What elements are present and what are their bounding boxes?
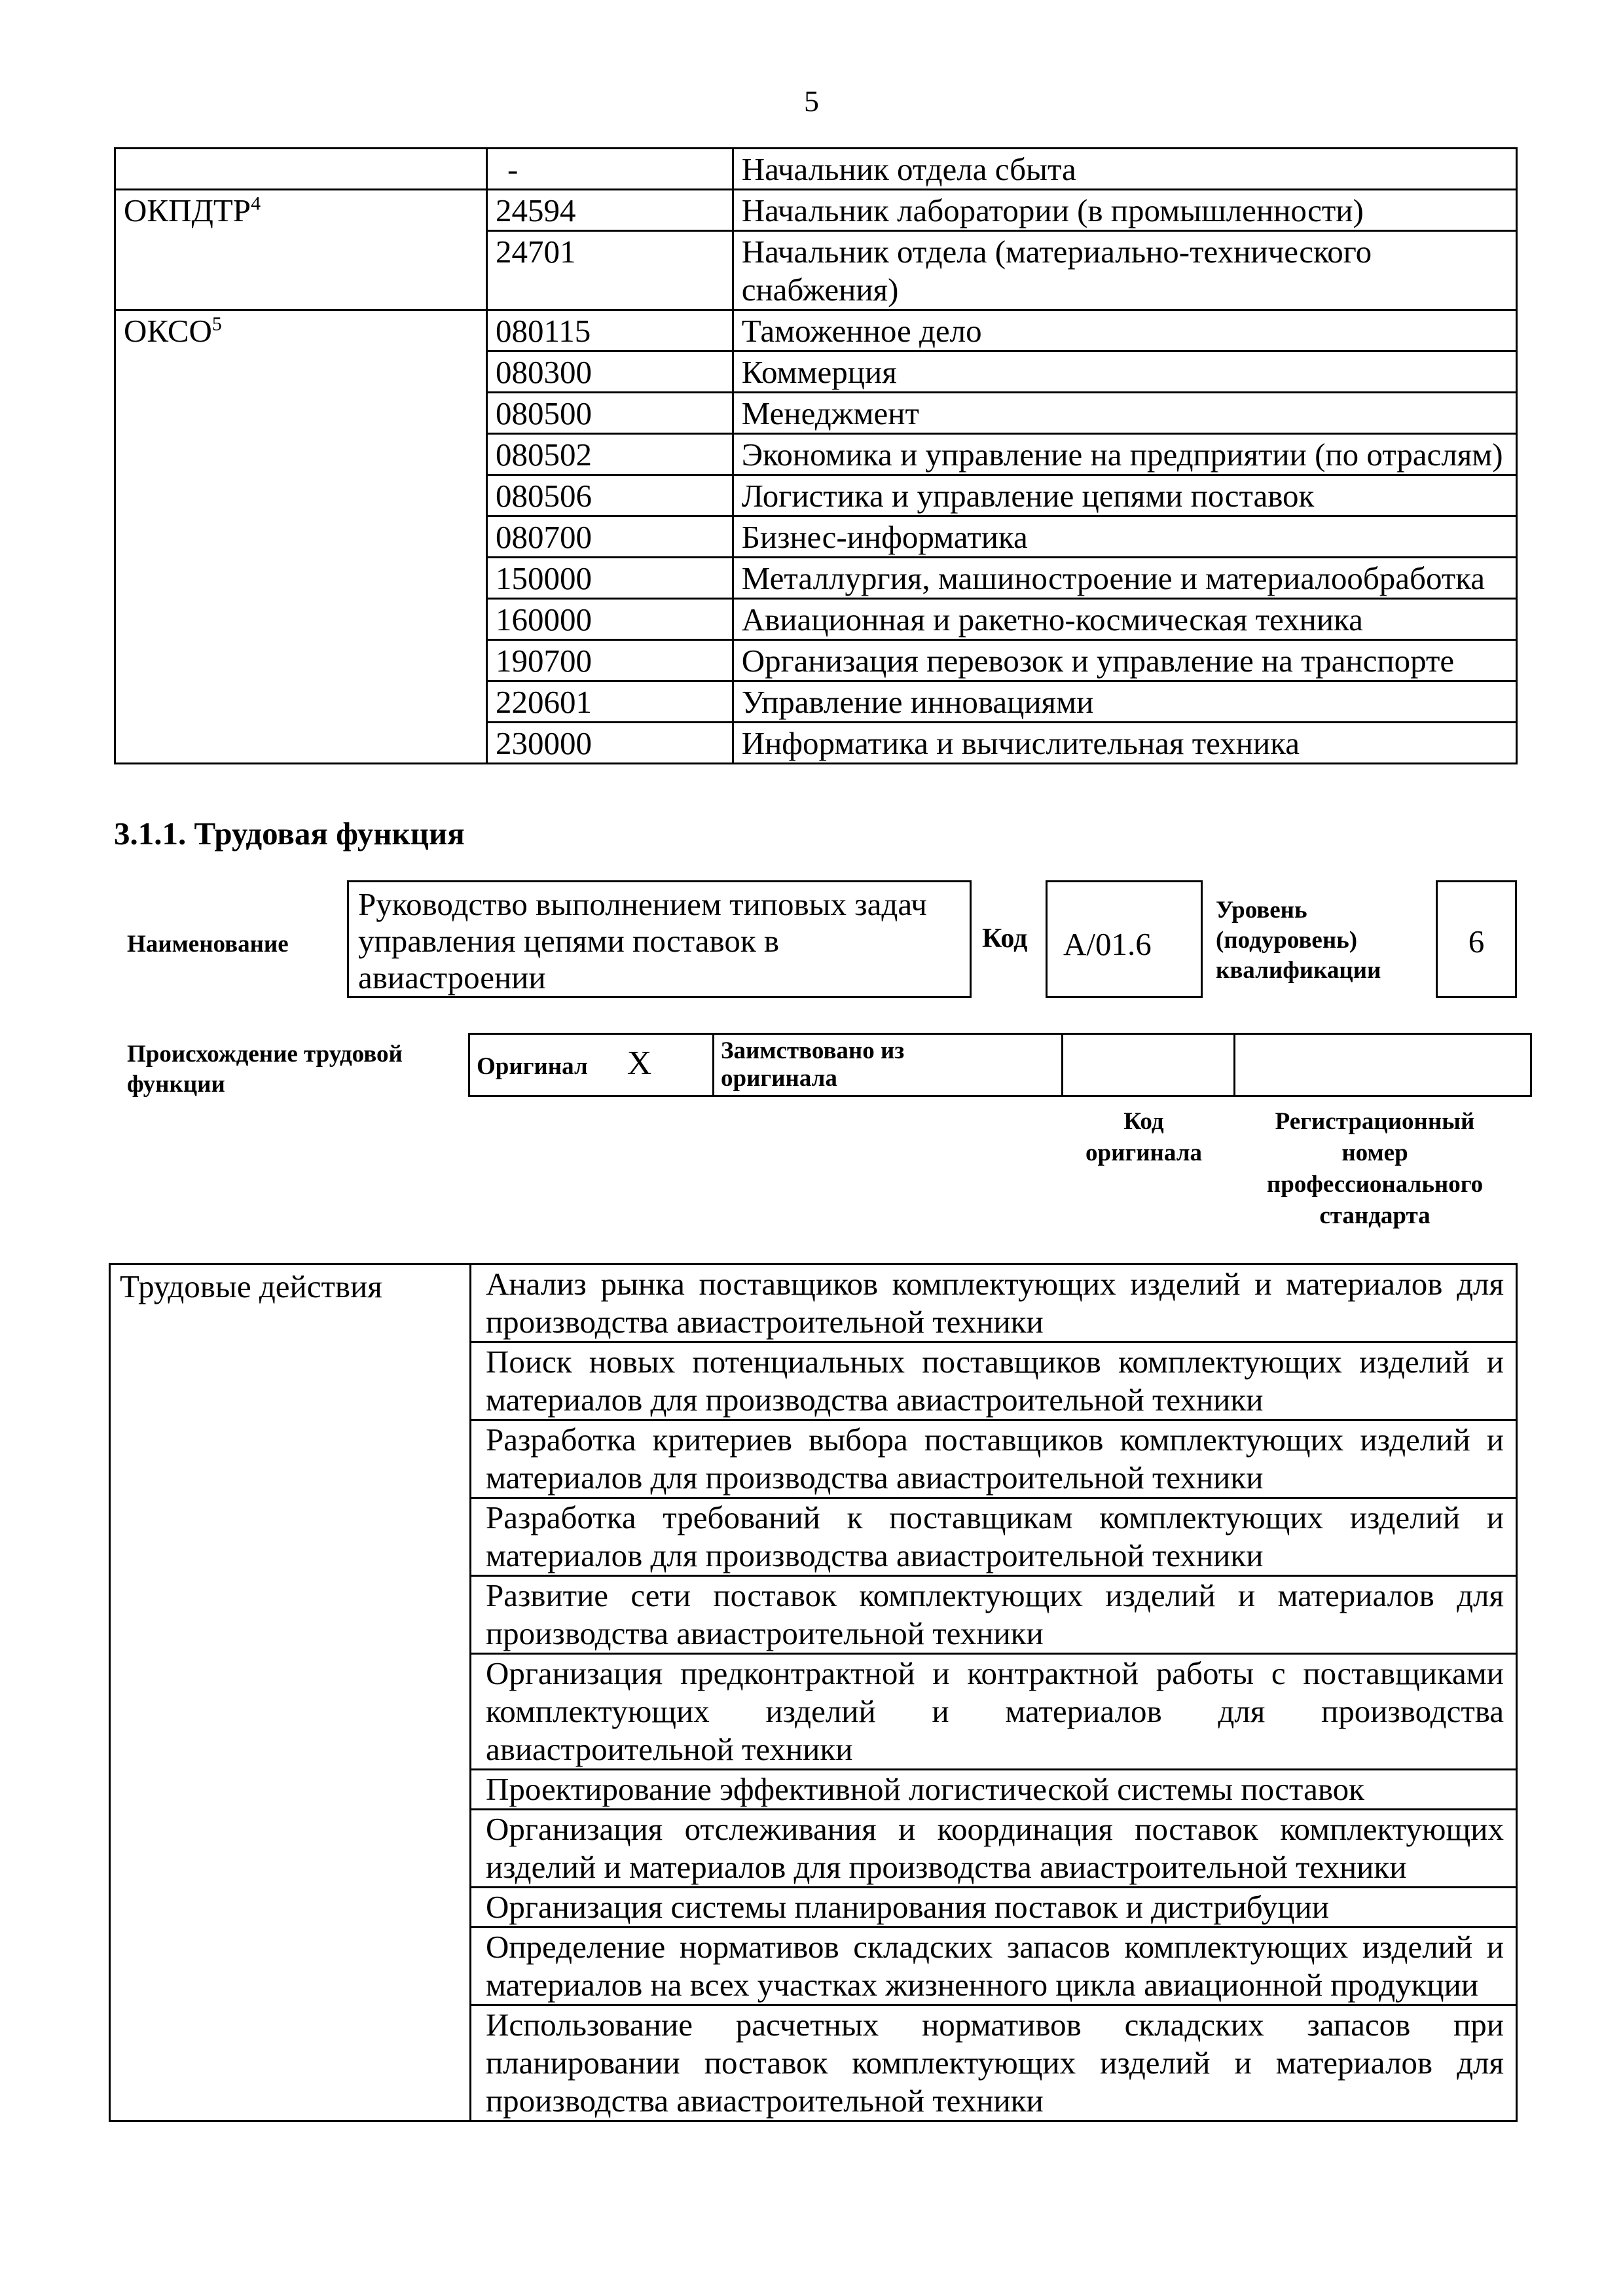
classifier-name-cell: Менеджмент [733,393,1516,434]
caption-line: Регистрационный [1275,1108,1475,1135]
classifier-group-cell [115,310,487,764]
classifier-name-cell: Металлургия, машиностроение и материалообработка [733,558,1516,599]
origin-label-line: функции [127,1071,225,1098]
classifier-code-cell: - [487,149,733,190]
original-code-cell [1063,1034,1235,1096]
labor-action-item: Поиск новых потенциальных поставщиков комплектующих изделий и материалов для производства авиастроительной техники [470,1342,1516,1420]
classifier-code-cell: 220601 [487,681,733,723]
classifier-group-cell [115,190,487,310]
qualification-level-box: 6 [1436,880,1517,998]
classifier-name-cell: Авиационная и ракетно-космическая техника [733,599,1516,640]
origin-table [468,1033,1532,1097]
origin-label-line: Происхождение трудовой [127,1041,403,1067]
classifier-code-cell: 080700 [487,516,733,558]
classifier-code-cell: 230000 [487,723,733,764]
classifier-name-cell: Таможенное дело [733,310,1516,351]
classifier-code-cell: 190700 [487,640,733,681]
qualification-level-label [1216,895,1381,986]
labor-actions-header: Трудовые действия [110,1265,471,2121]
function-code-box: А/01.6 [1046,880,1203,998]
classifier-name-cell: Информатика и вычислительная техника [733,723,1516,764]
labor-action-item: Анализ рынка поставщиков комплектующих изделий и материалов для производства авиастроительной техники [470,1265,1516,1342]
classifier-code-cell: 080300 [487,351,733,393]
caption-line: Код [1123,1108,1164,1135]
classifier-name-cell: Коммерция [733,351,1516,393]
caption-line: оригинала [1085,1139,1202,1166]
labor-action-item: Проектирование эффективной логистической системы поставок [470,1770,1516,1810]
classifier-name-cell: Логистика и управление цепями поставок [733,475,1516,516]
labor-action-item: Организация отслеживания и координация поставок комплектующих изделий и материалов для производства авиастроительной техники [470,1810,1516,1888]
caption-line: стандарта [1319,1202,1431,1229]
classifier-name-cell: Экономика и управление на предприятии (по отраслям) [733,434,1516,475]
classifier-name-cell: Бизнес-информатика [733,516,1516,558]
classifier-group-cell [115,149,487,190]
table-row [115,149,1517,190]
function-name-box: Руководство выполнением типовых задач управления цепями поставок в авиастроении [347,880,972,998]
classifier-name-cell: Управление инновациями [733,681,1516,723]
caption-line: номер [1341,1139,1408,1166]
registration-number-cell [1235,1034,1531,1096]
borrowed-label-line: Заимствовано из [721,1037,905,1064]
level-label-line: квалификации [1216,957,1381,984]
table-row [469,1034,1531,1096]
classifier-code-cell: 080506 [487,475,733,516]
original-cell [469,1034,714,1096]
classifier-group-label: ОКСО [124,313,212,349]
code-label: Код [982,924,1028,954]
table-row [110,1265,1517,1342]
classifier-code-cell: 24594 [487,190,733,231]
caption-line: профессионального [1266,1171,1484,1198]
original-code-caption [1065,1106,1222,1169]
labor-action-item: Развитие сети поставок комплектующих изделий и материалов для производства авиастроительной техники [470,1576,1516,1654]
classifier-code-cell: 080500 [487,393,733,434]
origin-label [127,1039,403,1100]
page-number: 5 [804,84,819,118]
classifier-group-label: ОКПДТР [124,192,251,228]
borrowed-label-line: оригинала [721,1065,837,1092]
classifier-name-cell: Начальник лаборатории (в промышленности) [733,190,1516,231]
labor-action-item: Разработка требований к поставщикам комплектующих изделий и материалов для производства авиастроительной техники [470,1498,1516,1576]
footnote-marker: 4 [251,192,261,215]
section-title: 3.1.1. Трудовая функция [114,816,465,852]
classifier-code-cell: 080115 [487,310,733,351]
borrowed-cell [714,1034,1063,1096]
footnote-marker: 5 [211,313,222,335]
classifier-name-cell: Начальник отдела сбыта [733,149,1516,190]
labor-action-item: Использование расчетных нормативов складских запасов при планировании поставок комплектующих изделий и материалов для производства авиастроительной техники [470,2005,1516,2121]
classifier-table [114,147,1518,764]
classifier-code-cell: 24701 [487,231,733,310]
table-row [115,310,1517,351]
labor-action-item: Разработка критериев выбора поставщиков комплектующих изделий и материалов для производства авиастроительной техники [470,1420,1516,1498]
classifier-code-cell: 150000 [487,558,733,599]
classifier-name-cell: Организация перевозок и управление на транспорте [733,640,1516,681]
level-label-line: Уровень [1216,897,1307,924]
level-label-line: (подуровень) [1216,927,1358,954]
classifier-name-cell: Начальник отдела (материально-технического снабжения) [733,231,1516,310]
labor-action-item: Организация предконтрактной и контрактной работы с поставщиками комплектующих изделий и материалов для производства авиастроительной техники [470,1654,1516,1770]
classifier-code-cell: 160000 [487,599,733,640]
classifier-code-cell: 080502 [487,434,733,475]
table-row [115,190,1517,231]
registration-number-caption [1231,1106,1519,1232]
original-label: Оригинал [477,1052,588,1080]
labor-action-item: Определение нормативов складских запасов комплектующих изделий и материалов на всех участках жизненного цикла авиационной продукции [470,1928,1516,2005]
labor-actions-table [109,1263,1518,2122]
original-mark: X [627,1044,652,1082]
name-label: Наименование [127,931,289,958]
labor-action-item: Организация системы планирования поставок и дистрибуции [470,1888,1516,1928]
